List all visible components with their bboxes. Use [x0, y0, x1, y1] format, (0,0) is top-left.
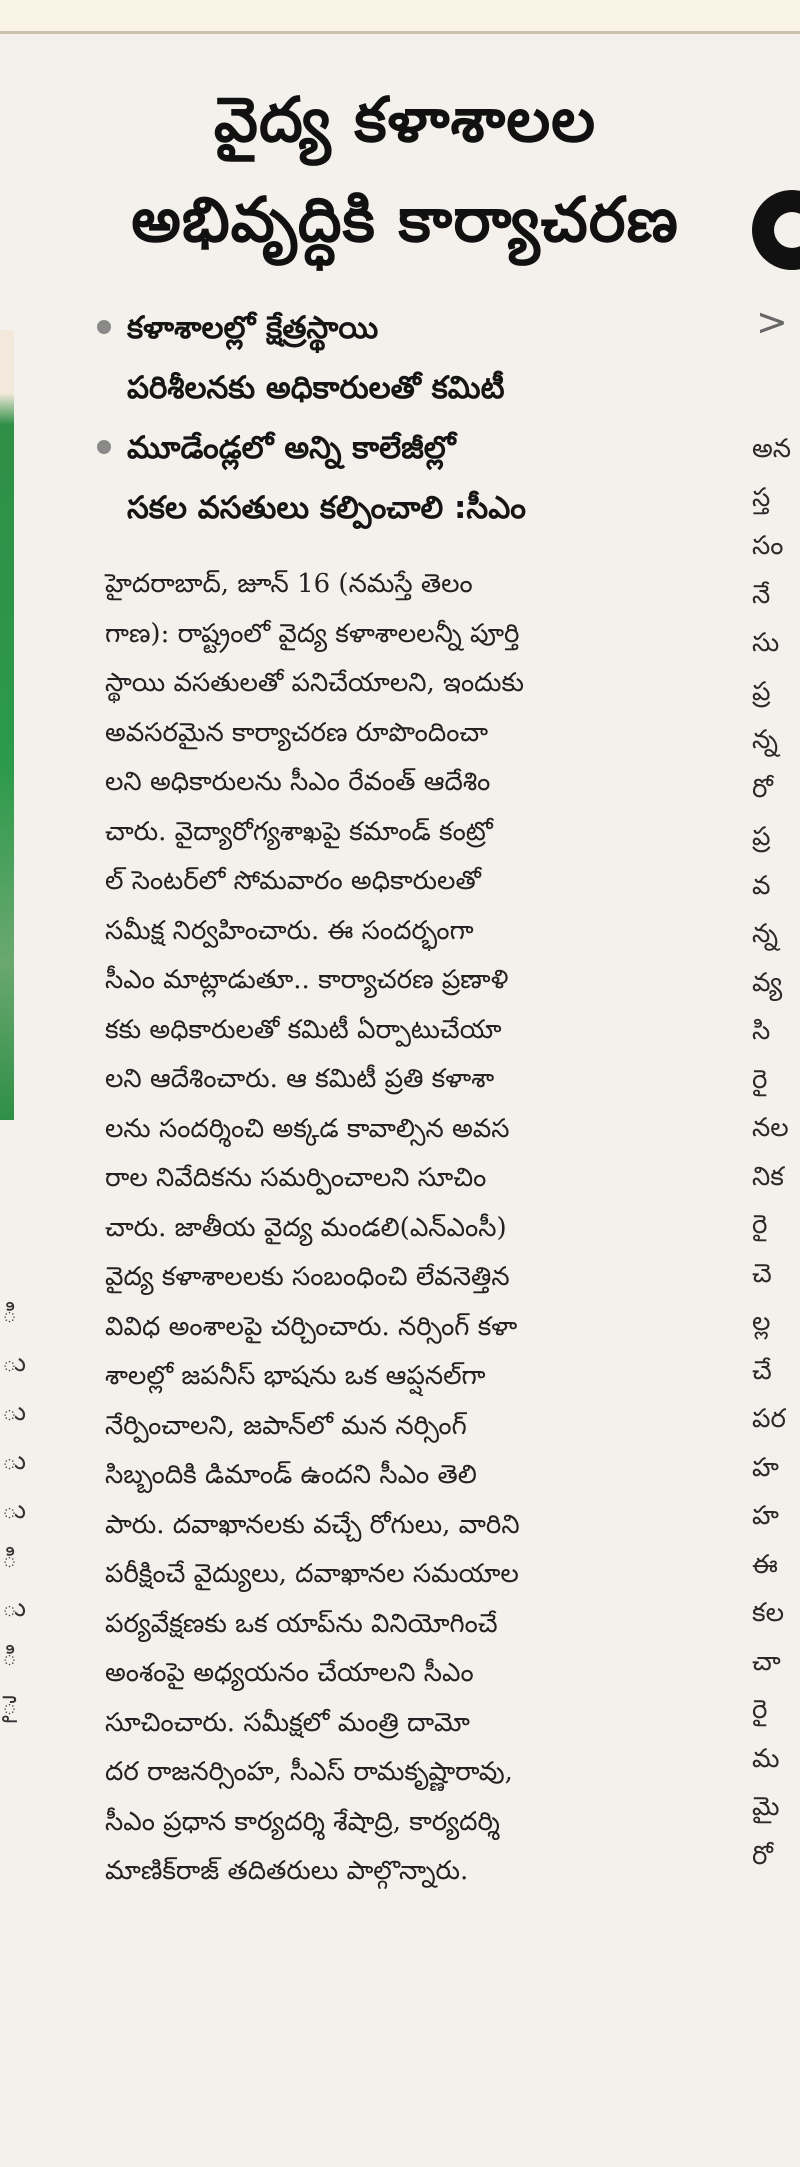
right-fragment: చా: [752, 1646, 781, 1677]
body-line: స్థాయి వసతులతో పనిచేయాలని, ఇందుకు: [105, 668, 525, 698]
bullet-line: మూడేండ్లలో అన్ని కాలేజీల్లో: [127, 430, 456, 466]
body-line: వివిధ అంశాలపై చర్చించారు. నర్సింగ్ కళా: [105, 1311, 518, 1342]
left-fragment: ు: [2, 1593, 27, 1623]
highlight-bullets: [97, 298, 725, 538]
bullet-item: [97, 298, 725, 418]
body-line: సీఎం మాట్లాడుతూ.. కార్యాచరణ ప్రణాళి: [105, 965, 509, 995]
right-fragment: రై: [752, 1064, 768, 1095]
bullet-dot-icon: [97, 320, 111, 334]
body-line: సూచించారు. సమీక్షలో మంత్రి దామో: [105, 1707, 470, 1738]
body-line: సీఎం ప్రధాన కార్యదర్శి శేషాద్రి, కార్యదర్శి: [105, 1806, 500, 1837]
body-line: రాల నివేదికను సమర్పించాలని సూచిం: [105, 1163, 487, 1193]
right-fragment: ఈ: [752, 1549, 778, 1580]
right-fragment: చే: [752, 1355, 772, 1386]
right-fragment: సం: [752, 531, 784, 561]
body-line: నేర్పించాలని, జపాన్‌లో మన నర్సింగ్: [105, 1410, 467, 1441]
body-line: లను సందర్శించి అక్కడ కావాల్సిన అవస: [105, 1113, 510, 1144]
right-fragment: మ: [752, 1743, 780, 1774]
body-line: సమీక్ష నిర్వహించారు. ఈ సందర్భంగా: [105, 915, 474, 946]
left-fragment: ు: [2, 1446, 27, 1476]
bullet-line: పరిశీలనకు అధికారులతో కమిటీ: [127, 370, 505, 406]
right-column-fragment: [748, 0, 800, 2167]
body-line: మాణిక్‌రాజ్ తదితరులు పాల్గొన్నారు.: [105, 1856, 469, 1886]
right-fragment: సు: [752, 628, 780, 658]
article-headline: [85, 70, 725, 270]
body-line: చారు. వైద్యారోగ్యశాఖపై కమాండ్ కంట్రో: [105, 816, 493, 847]
body-line: ల్ సెంటర్‌లో సోమవారం అధికారులతో: [105, 866, 481, 896]
bullet-line: కళాశాలల్లో క్షేత్రస్థాయి: [127, 310, 379, 346]
right-fragment: రై: [752, 1210, 768, 1240]
headline-line: వైద్య కళాశాలల: [213, 83, 597, 156]
right-fragment: రో: [752, 773, 773, 804]
body-line: కకు అధికారులతో కమిటీ ఏర్పాటుచేయా: [105, 1014, 502, 1045]
body-line: అవసరమైన కార్యాచరణ రూపొందించా: [105, 717, 489, 748]
body-line: దర రాజనర్సింహ, సీఎస్ రామకృష్ణారావు,: [105, 1757, 513, 1787]
right-fragment: వ: [752, 870, 771, 901]
adjacent-headline-glyph-icon: [752, 190, 800, 270]
body-line: చారు. జాతీయ వైద్య మండలి(ఎన్‌ఎంసీ): [105, 1212, 507, 1243]
left-fragment: ి: [2, 1544, 18, 1574]
top-border-strip: [0, 0, 800, 34]
body-line: లని ఆదేశించారు. ఆ కమిటీ ప్రతి కళాశా: [105, 1064, 495, 1094]
right-fragment: న్న: [752, 725, 778, 755]
left-column-fragments: [2, 1290, 27, 1731]
left-fragment: ు: [2, 1397, 27, 1427]
right-fragment: న్న: [752, 919, 778, 949]
body-line: గాణ): రాష్ట్రంలో వైద్య కళాశాలలన్నీ పూర్తి: [105, 618, 520, 649]
body-line: లని అధికారులను సీఎం రేవంత్ ఆదేశిం: [105, 767, 491, 797]
right-fragment: ల్ల: [752, 1307, 771, 1337]
headline-line: అభివృద్ధికి కార్యాచరణ: [131, 183, 679, 256]
right-fragment: స్త: [752, 482, 771, 513]
right-fragment: రో: [752, 1840, 773, 1871]
body-line: శాలల్లో జపనీస్ భాషను ఒక ఆప్షనల్‌గా: [105, 1361, 486, 1391]
left-fragment: ి: [2, 1299, 18, 1329]
right-fragment: మై: [752, 1792, 780, 1822]
adjacent-photo-fragment: [0, 330, 14, 1120]
right-fragment: అన: [752, 434, 792, 464]
bullet-line: సకల వసతులు కల్పించాలి :సీఎం: [127, 490, 526, 526]
right-fragment: చె: [752, 1258, 772, 1289]
chevron-right-icon: >: [756, 300, 788, 344]
bullet-dot-icon: [97, 440, 111, 454]
left-fragment: ై: [2, 1691, 18, 1721]
right-fragment: నిక: [752, 1161, 784, 1192]
body-line: వైద్య కళాశాలలకు సంబంధించి లేవనెత్తిన: [105, 1262, 510, 1292]
body-line: పారు. దవాఖానలకు వచ్చే రోగులు, వారిని: [105, 1509, 520, 1540]
body-line: పరీక్షించే వైద్యులు, దవాఖానల సమయాల: [105, 1559, 519, 1589]
right-column-lines: [752, 425, 791, 1880]
right-fragment: కల: [752, 1598, 785, 1628]
right-fragment: వ్య: [752, 967, 783, 998]
right-fragment: హ: [752, 1452, 779, 1483]
body-line: సిబ్బందికి డిమాండ్ ఉందని సీఎం తెలి: [105, 1460, 477, 1490]
left-fragment: ి: [2, 1642, 18, 1672]
right-fragment: పర: [752, 1404, 786, 1434]
body-line: అంశంపై అధ్యయనం చేయాలని సీఎం: [105, 1658, 474, 1688]
right-fragment: రై: [752, 1695, 768, 1725]
article-body: [105, 560, 705, 1897]
left-fragment: ు: [2, 1348, 27, 1378]
body-line: హైదరాబాద్, జూన్ 16 (నమస్తే తెలం: [105, 569, 473, 599]
left-fragment: ు: [2, 1495, 27, 1525]
body-line: పర్యవేక్షణకు ఒక యాప్‌ను వినియోగించే: [105, 1608, 498, 1639]
bullet-item: [97, 418, 725, 538]
right-fragment: హ: [752, 1501, 779, 1531]
right-fragment: నల: [752, 1113, 789, 1143]
right-fragment: ప్ర: [752, 822, 771, 852]
right-fragment: ప్ర: [752, 676, 771, 707]
right-fragment: సి: [752, 1016, 771, 1046]
right-fragment: నే: [752, 579, 771, 610]
news-article: [85, 70, 725, 1897]
